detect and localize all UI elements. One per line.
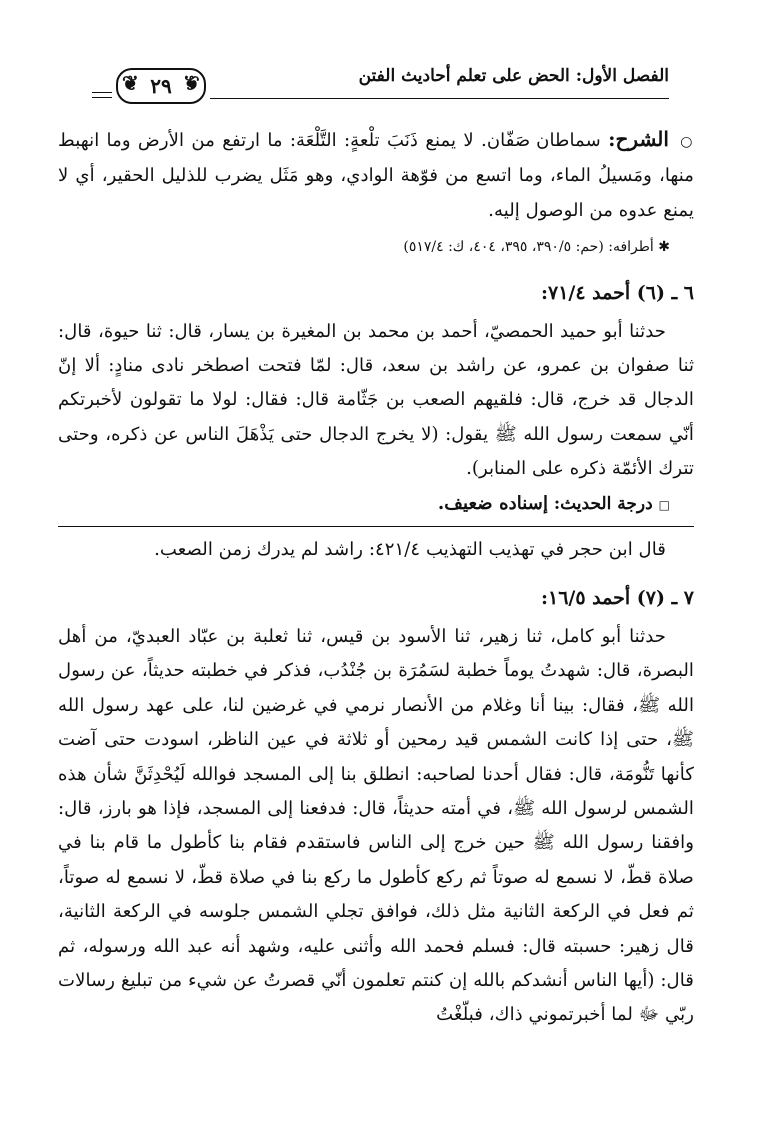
sharh-label: الشرح:: [608, 127, 669, 151]
header-rule: [210, 98, 669, 99]
atraf-text: أطرافه: (حم: ٣٩٠/٥، ٣٩٥، ٤٠٤، ك: ٥١٧/٤): [403, 239, 654, 256]
page-body: [58, 122, 694, 1033]
hadith-6-note: قال ابن حجر في تهذيب التهذيب ٤٢١/٤: راشد لم يدرك زمن الصعب.: [154, 539, 666, 561]
sharh-text: سماطان صَفّان. لا يمنع ذَنَبَ تلْعةٍ: التَّلْعَة: ما ارتفع من الأرض وما انهبط منها، ومَسيلُ الماء، وما اتسع من فوّهة الوادي، وهو مَثَل يضرب للذليل الحقير، أي لا يمنع عدوه من الوصول إليه.: [58, 130, 694, 221]
star-icon: ✱: [653, 239, 670, 256]
square-bullet-icon: □: [658, 497, 670, 512]
header-rule: [92, 97, 112, 98]
circle-bullet-icon: ○: [680, 134, 694, 150]
atraf-line: [58, 232, 670, 262]
hadith-6-heading: ٦ ـ (٦) أحمد ٧١/٤:: [540, 282, 694, 305]
hadith-6-text: حدثنا أبو حميد الحمصيّ، أحمد بن محمد بن المغيرة بن يسار، قال: ثنا حيوة، قال: ثنا صفوان بن عمرو، عن راشد بن سعد، قال: لمّا فتحت اصطخر نادى منادٍ: ألا إنّ الدجال قد خرج، قال: فلقيهم الصعب بن جَثّامة قال: فقال: لولا ما تقولون لأخبرتكم أنّي سمعت رسول الله ﷺ يقول: (لا يخرج الدجال حتى يَذْهَلَ الناس عن ذكره، وحتى تترك الأئمّة ذكره على المنابر).: [58, 320, 694, 480]
grade-value: إسناده ضعيف.: [437, 492, 549, 514]
header-rule: [92, 92, 112, 93]
page-number-text: ❦ ٢٩: [150, 74, 172, 98]
running-header: [92, 62, 669, 106]
hadith-6-grade: [58, 487, 694, 522]
page-number: [116, 68, 206, 104]
grade-label: درجة الحديث:: [553, 493, 653, 514]
hadith-7-text: حدثنا أبو كامل، ثنا زهير، ثنا الأسود بن قيس، ثنا ثعلبة بن عبّاد العبديّ، من أهل البصرة، قال: شهدتُ يوماً خطبة لسَمُرَة بن جُنْدُب، فذكر في خطبته حديثاً، عن رسول الله ﷺ، فقال: بينا أنا وغلام من الأنصار نرمي في غرضين لنا، على عهد رسول الله ﷺ، حتى إذا كانت الشمس قيد رمحين أو ثلاثة في عين الناظر، اسودت حتى آضت كأنها تَنُّومَة، قال: فقال أحدنا لصاحبه: انطلق بنا إلى المسجد فوالله لَيُحْدِثَنَّ شأن هذه الشمس لرسول الله ﷺ، في أمته حديثاً، قال: فدفعنا إلى المسجد، فإذا هو بارز، قال: وافقنا رسول الله ﷺ حين خرج إلى الناس فاستقدم فقام بنا كأطول ما قام بنا في صلاة قطّ، لا نسمع له صوتاً ثم ركع كأطول ما ركع بنا في صلاة قطّ، لا نسمع له صوتاً، ثم فعل في الركعة الثانية مثل ذلك، فوافق تجلي الشمس جلوسه في الركعة الثانية، قال زهير: حسبته قال: فسلم فحمد الله وأثنى عليه، وشهد أنه عبد الله ورسوله، ثم قال: (أيها الناس أنشدكم بالله إن كنتم تعلمون أنّي قصرتُ عن شيء من تبليغ رسالات ربّي ﷻ لما أخبرتموني ذاك، فبلّغْتُ: [58, 625, 694, 1026]
sharh-paragraph: [58, 122, 694, 228]
hadith-7-heading: ٧ ـ (٧) أحمد ١٦/٥:: [540, 587, 694, 610]
grade-rule: [58, 526, 694, 527]
chapter-title: الفصل الأول: الحض على تعلم أحاديث الفتن: [358, 66, 669, 86]
